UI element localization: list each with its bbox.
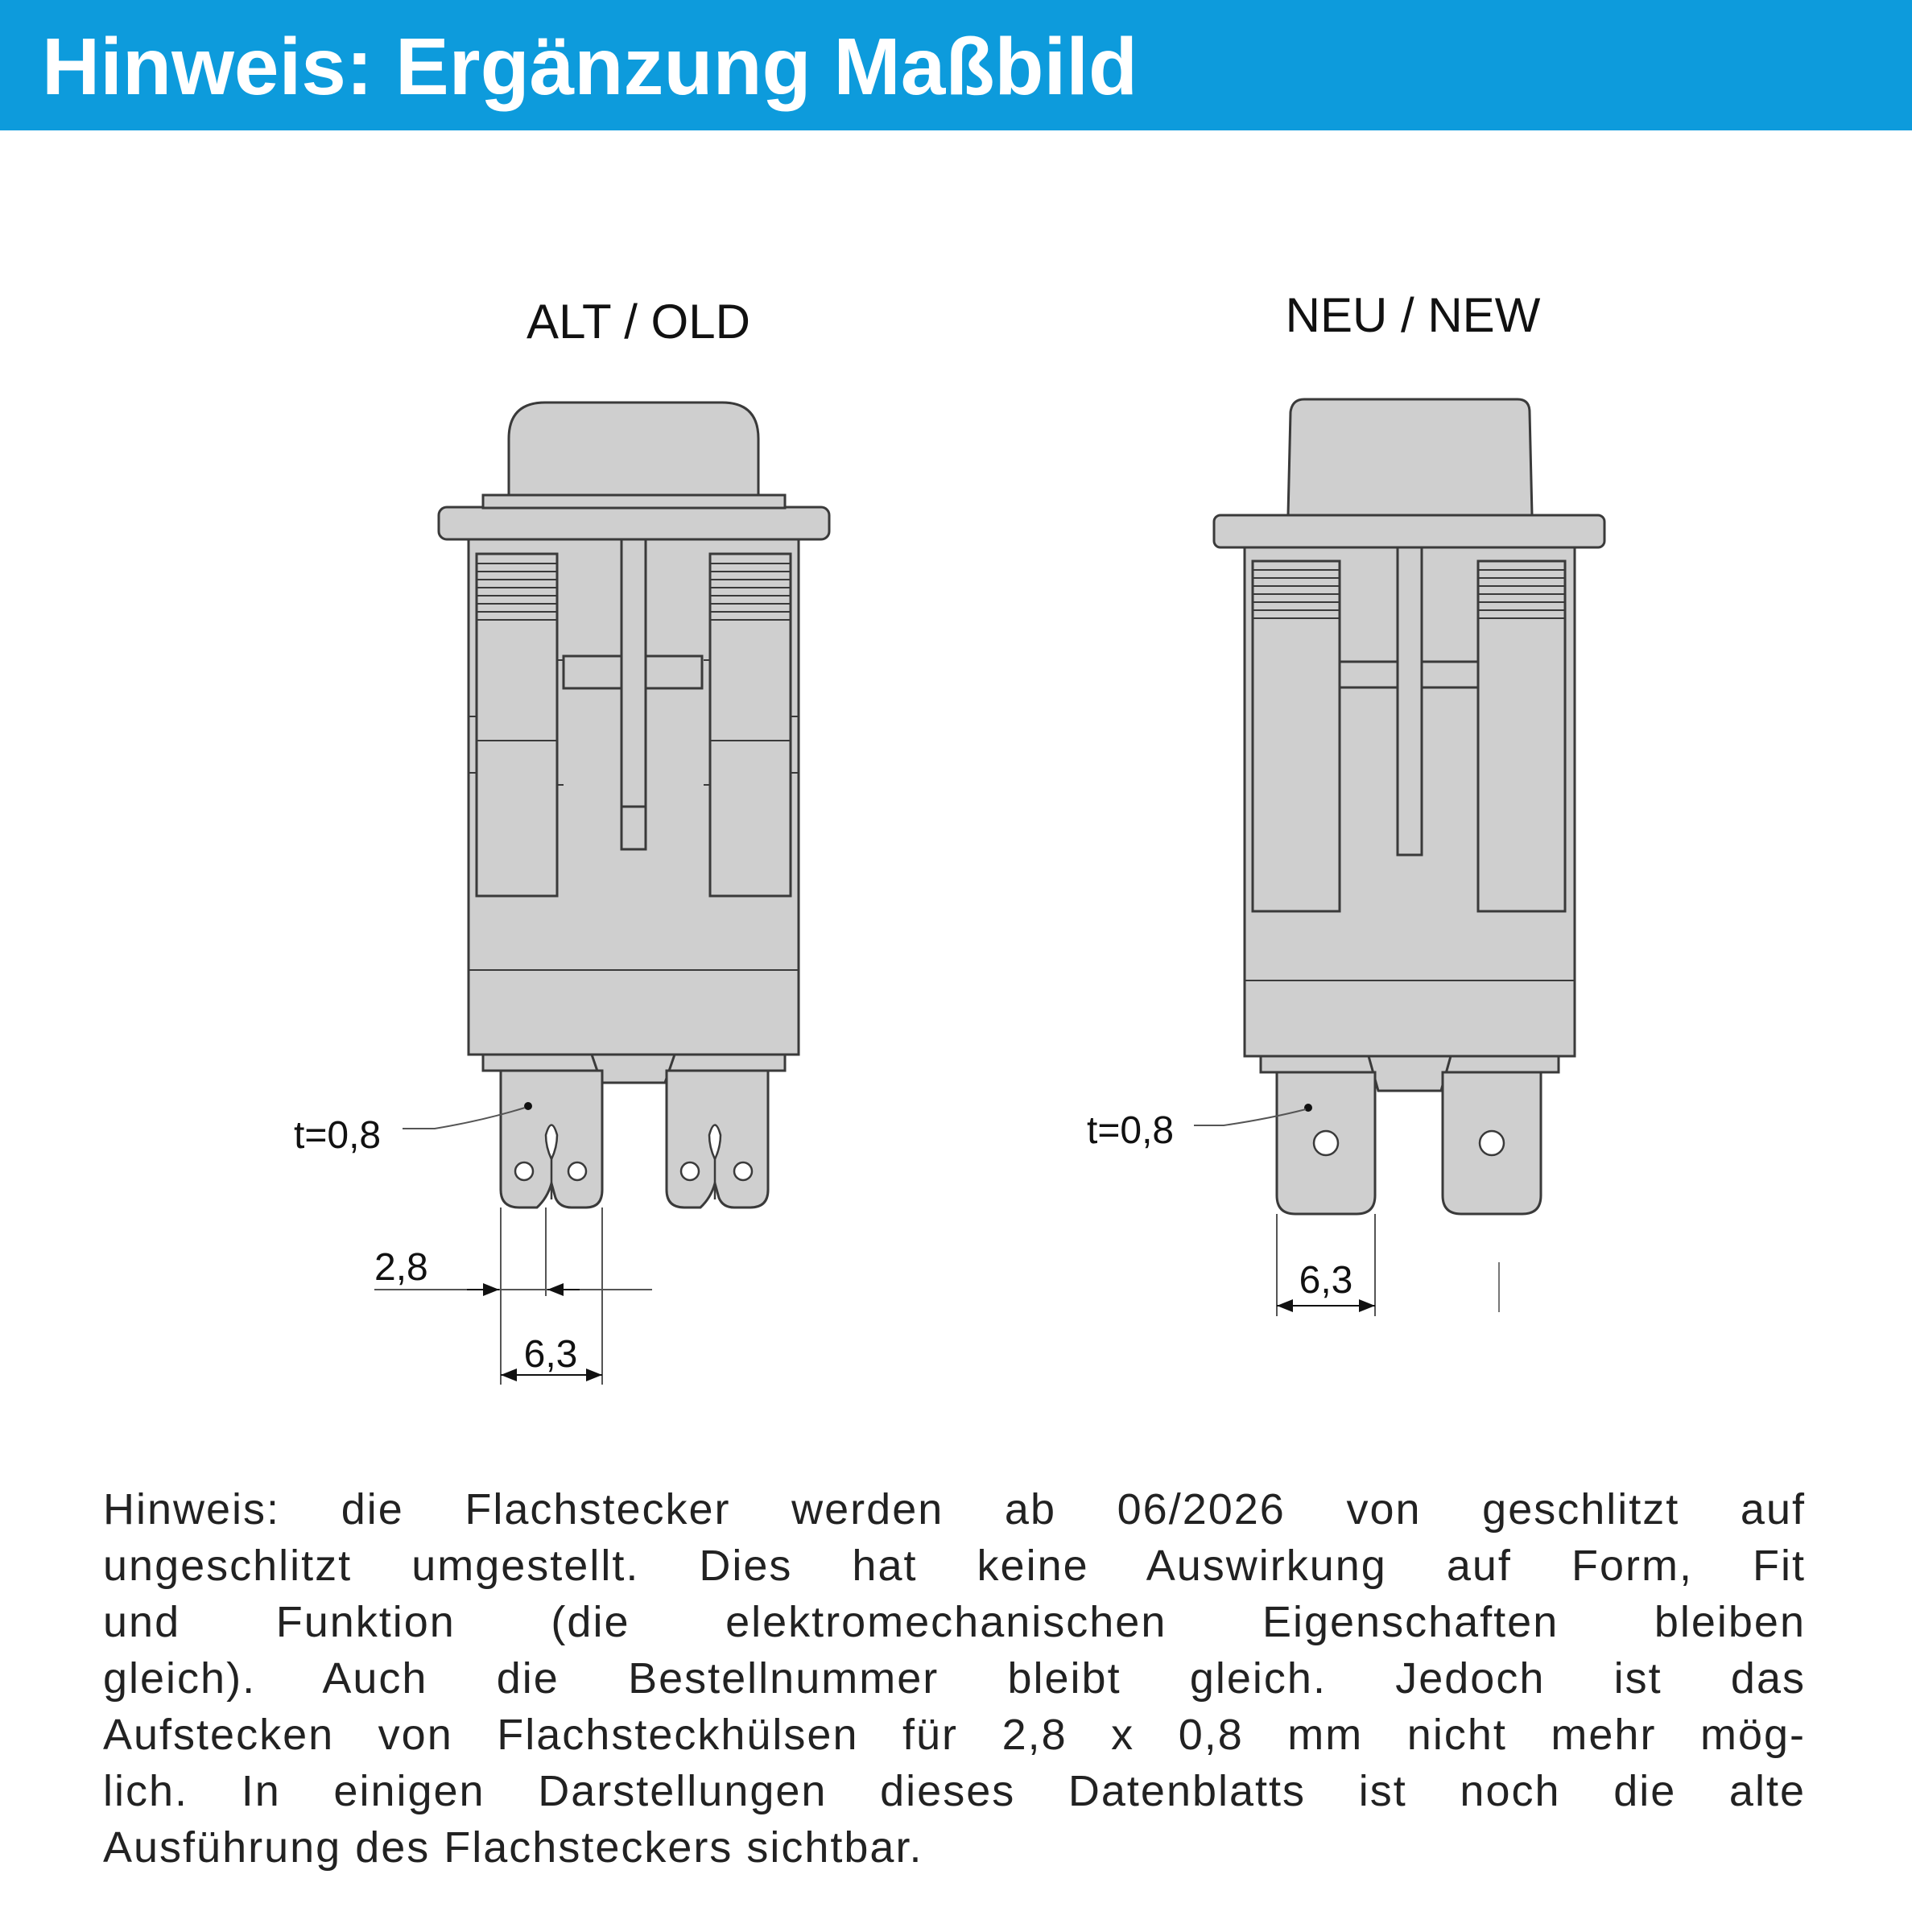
new-thickness-label: t=0,8: [1087, 1109, 1175, 1152]
old-center-boss: [592, 1055, 675, 1083]
note-line: gleich). Auch die Bestellnummer bleibt gleich. Jedoch ist das: [103, 1654, 1806, 1703]
note-line: Hinweis: die Flachstecker werden ab 06/2026 von geschlitzt auf: [103, 1485, 1806, 1534]
new-title: NEU / NEW: [1285, 288, 1541, 342]
old-switch: [439, 402, 829, 1208]
dimension-drawing: [0, 130, 1912, 1451]
old-dim-small-label: 2,8: [374, 1246, 428, 1289]
old-title: ALT / OLD: [527, 295, 750, 349]
note-paragraph: [103, 1481, 1806, 1876]
old-center-stem: [622, 539, 646, 849]
note-line: Ausführung des Flachsteckers sichtbar.: [103, 1823, 923, 1872]
page-title: Hinweis: Ergänzung Maßbild: [42, 22, 1138, 112]
old-latch-left: [477, 554, 557, 896]
note-line: und Funktion (die elektromechanischen Eigenschaften bleiben: [103, 1598, 1806, 1646]
new-switch-flange: [1214, 515, 1604, 547]
old-switch-cap: [509, 402, 758, 495]
note-line: Aufstecken von Flachsteckhülsen für 2,8 x 0,8 mm nicht mehr mög-: [103, 1711, 1806, 1759]
new-center-stem: [1398, 547, 1422, 855]
new-center-boss: [1369, 1056, 1451, 1091]
header-bar: [0, 0, 1912, 130]
old-dim-large-label: 6,3: [523, 1333, 578, 1376]
new-latch-left: [1253, 561, 1340, 911]
note-line: lich. In einigen Darstellungen dieses Datenblatts ist noch die alte: [103, 1767, 1806, 1815]
old-latch-right: [710, 554, 791, 896]
old-thickness-label: t=0,8: [294, 1114, 382, 1157]
new-latch-right: [1478, 561, 1565, 911]
new-switch: [1214, 399, 1604, 1214]
note-line: ungeschlitzt umgestellt. Dies hat keine Auswirkung auf Form, Fit: [103, 1542, 1806, 1590]
new-switch-cap: [1288, 399, 1532, 515]
old-switch-flange: [439, 507, 829, 539]
new-dim-large-label: 6,3: [1299, 1259, 1353, 1302]
